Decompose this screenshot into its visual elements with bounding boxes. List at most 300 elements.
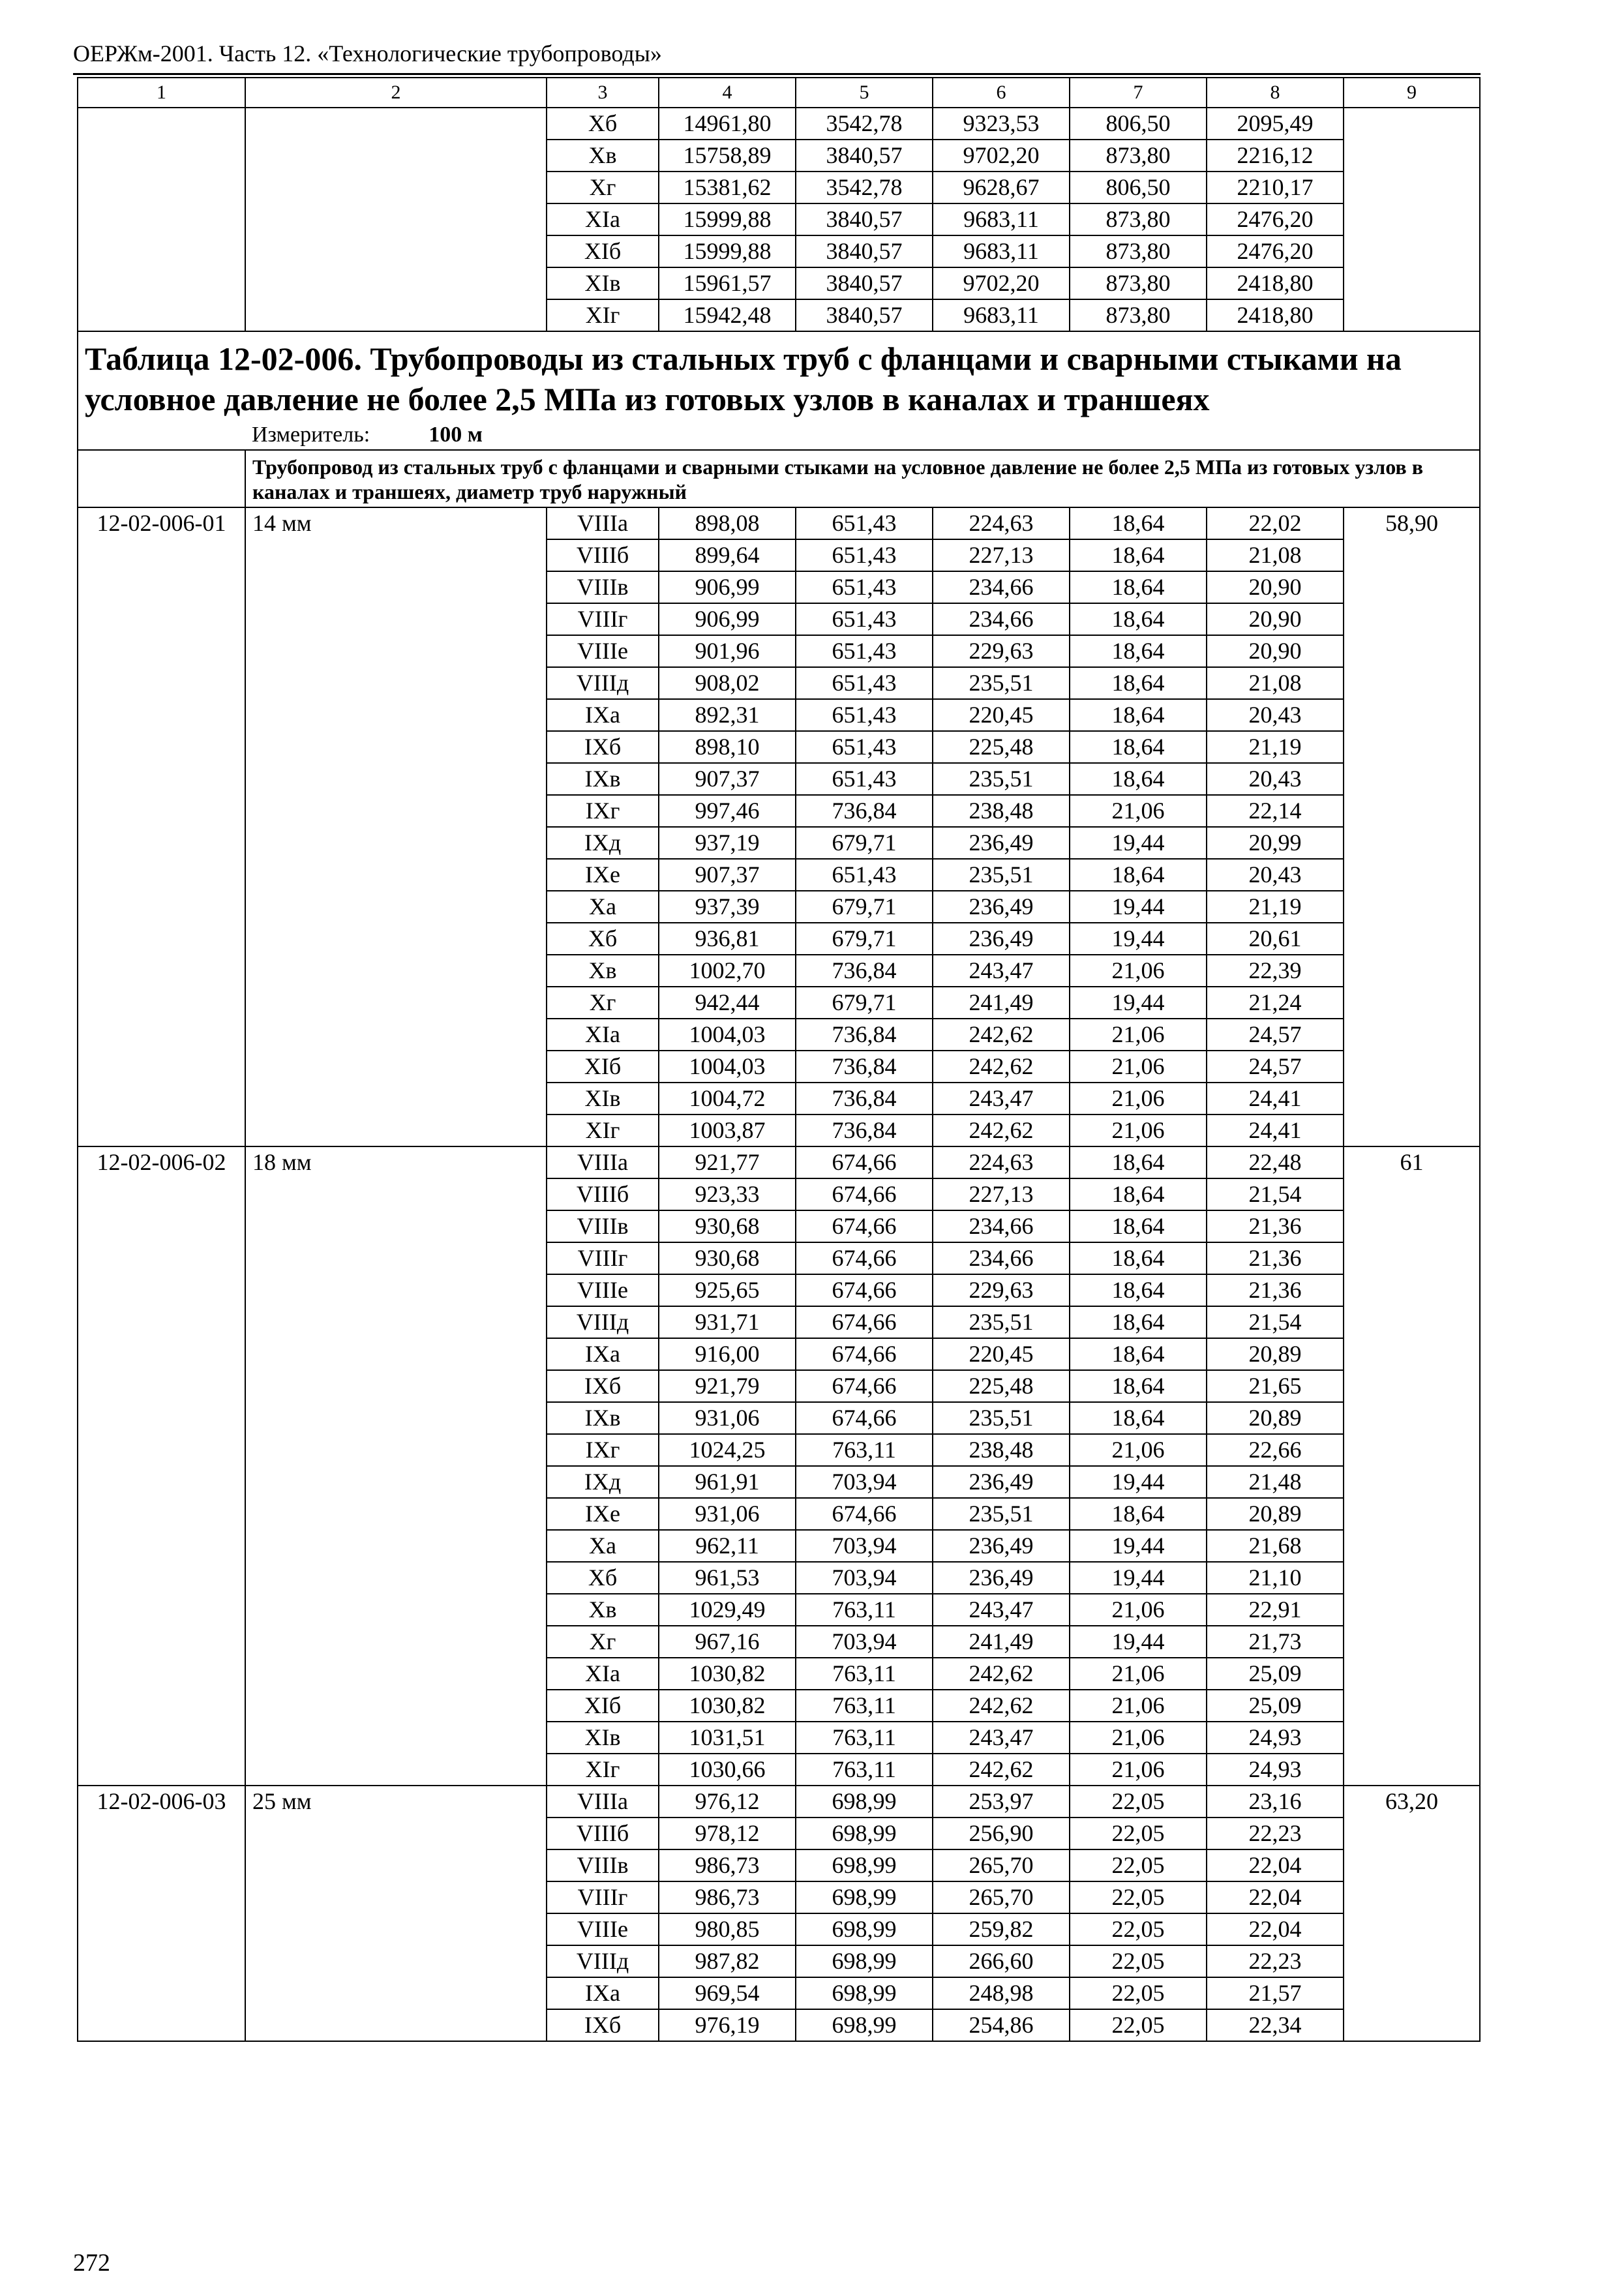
value-cell: 703,94 [796, 1530, 933, 1562]
value-cell: 236,49 [933, 1562, 1070, 1594]
zone-cell: Xа [547, 1530, 659, 1562]
value-cell: 18,64 [1070, 731, 1207, 763]
value-cell: 20,43 [1207, 763, 1344, 795]
value-cell: 20,89 [1207, 1338, 1344, 1370]
value-cell: 978,12 [659, 1818, 796, 1849]
value-cell: 763,11 [796, 1434, 933, 1466]
value-cell: 9683,11 [933, 235, 1070, 267]
value-cell: 220,45 [933, 699, 1070, 731]
value-cell: 3542,78 [796, 172, 933, 203]
value-cell: 235,51 [933, 763, 1070, 795]
value-cell: 236,49 [933, 891, 1070, 923]
value-cell: 22,02 [1207, 507, 1344, 539]
zone-cell: VIIIб [547, 1178, 659, 1210]
zone-cell: XIв [547, 1083, 659, 1115]
zone-cell: Xа [547, 891, 659, 923]
zone-cell: XIв [547, 267, 659, 299]
value-cell: 23,16 [1207, 1786, 1344, 1818]
value-cell: 3840,57 [796, 203, 933, 235]
value-cell: 2476,20 [1207, 203, 1344, 235]
value-cell: 234,66 [933, 603, 1070, 635]
zone-cell: VIIIд [547, 1945, 659, 1977]
value-cell: 679,71 [796, 923, 933, 955]
zone-cell: IXа [547, 1338, 659, 1370]
value-cell: 674,66 [796, 1146, 933, 1178]
zone-cell: IXб [547, 731, 659, 763]
value-cell: 21,06 [1070, 955, 1207, 987]
zone-cell: IXг [547, 1434, 659, 1466]
value-cell: 21,08 [1207, 539, 1344, 571]
value-cell: 19,44 [1070, 1626, 1207, 1658]
value-cell: 242,62 [933, 1051, 1070, 1083]
value-cell: 925,65 [659, 1274, 796, 1306]
value-cell: 18,64 [1070, 1274, 1207, 1306]
value-cell: 15758,89 [659, 140, 796, 172]
value-cell: 18,64 [1070, 603, 1207, 635]
value-cell: 763,11 [796, 1722, 933, 1754]
column-number: 1 [78, 78, 245, 108]
zone-cell: VIIIб [547, 1818, 659, 1849]
value-cell: 698,99 [796, 1881, 933, 1913]
value-cell: 1003,87 [659, 1115, 796, 1146]
zone-cell: VIIIб [547, 539, 659, 571]
column-number: 4 [659, 78, 796, 108]
value-cell: 15961,57 [659, 267, 796, 299]
column-number-row [78, 78, 1480, 108]
value-cell: 266,60 [933, 1945, 1070, 1977]
value-cell: 20,90 [1207, 635, 1344, 667]
value-cell: 9628,67 [933, 172, 1070, 203]
table-row [78, 1146, 1480, 1178]
value-cell: 21,06 [1070, 1658, 1207, 1690]
value-cell: 224,63 [933, 507, 1070, 539]
value-cell: 15999,88 [659, 235, 796, 267]
value-cell: 1004,03 [659, 1019, 796, 1051]
column-number: 5 [796, 78, 933, 108]
value-cell: 923,33 [659, 1178, 796, 1210]
zone-cell: XIг [547, 1754, 659, 1786]
value-cell: 22,66 [1207, 1434, 1344, 1466]
col9-cell [1344, 108, 1480, 331]
value-cell: 651,43 [796, 539, 933, 571]
value-cell: 227,13 [933, 1178, 1070, 1210]
value-cell: 235,51 [933, 859, 1070, 891]
value-cell: 248,98 [933, 1977, 1070, 2009]
value-cell: 986,73 [659, 1881, 796, 1913]
value-cell: 679,71 [796, 827, 933, 859]
table-title: Таблица 12-02-006. Трубопроводы из стальных труб с фланцами и сварными стыками на условное давление не более 2,5 МПа из готовых узлов в каналах и траншеях [85, 340, 1402, 417]
value-cell: 651,43 [796, 859, 933, 891]
value-cell: 20,43 [1207, 859, 1344, 891]
value-cell: 937,39 [659, 891, 796, 923]
zone-cell: VIIIг [547, 1242, 659, 1274]
value-cell: 19,44 [1070, 923, 1207, 955]
value-cell: 20,90 [1207, 571, 1344, 603]
zone-cell: XIа [547, 203, 659, 235]
value-cell: 24,41 [1207, 1115, 1344, 1146]
value-cell: 242,62 [933, 1019, 1070, 1051]
value-cell: 9702,20 [933, 140, 1070, 172]
zone-cell: Xг [547, 1626, 659, 1658]
value-cell: 22,04 [1207, 1881, 1344, 1913]
value-cell: 937,19 [659, 827, 796, 859]
value-cell: 2210,17 [1207, 172, 1344, 203]
zone-cell: IXг [547, 795, 659, 827]
value-cell: 651,43 [796, 667, 933, 699]
value-cell: 18,64 [1070, 571, 1207, 603]
value-cell: 21,10 [1207, 1562, 1344, 1594]
value-cell: 21,68 [1207, 1530, 1344, 1562]
value-cell: 22,23 [1207, 1818, 1344, 1849]
value-cell: 980,85 [659, 1913, 796, 1945]
value-cell: 736,84 [796, 1115, 933, 1146]
value-cell: 679,71 [796, 891, 933, 923]
value-cell: 997,46 [659, 795, 796, 827]
zone-cell: IXе [547, 1498, 659, 1530]
value-cell: 235,51 [933, 1402, 1070, 1434]
value-cell: 227,13 [933, 539, 1070, 571]
value-cell: 24,93 [1207, 1722, 1344, 1754]
value-cell: 21,06 [1070, 1754, 1207, 1786]
value-cell: 906,99 [659, 571, 796, 603]
zone-cell: VIIIг [547, 1881, 659, 1913]
zone-cell: XIб [547, 1690, 659, 1722]
code-cell [78, 108, 245, 331]
value-cell: 907,37 [659, 763, 796, 795]
value-cell: 22,05 [1070, 2009, 1207, 2041]
value-cell: 916,00 [659, 1338, 796, 1370]
value-cell: 21,57 [1207, 1977, 1344, 2009]
value-cell: 873,80 [1070, 235, 1207, 267]
zone-cell: VIIIв [547, 571, 659, 603]
value-cell: 24,41 [1207, 1083, 1344, 1115]
zone-cell: VIIIд [547, 1306, 659, 1338]
value-cell: 21,19 [1207, 731, 1344, 763]
zone-cell: IXд [547, 827, 659, 859]
zone-cell: Xг [547, 987, 659, 1019]
value-cell: 220,45 [933, 1338, 1070, 1370]
value-cell: 698,99 [796, 1945, 933, 1977]
value-cell: 806,50 [1070, 108, 1207, 140]
value-cell: 674,66 [796, 1242, 933, 1274]
value-cell: 674,66 [796, 1498, 933, 1530]
value-cell: 21,65 [1207, 1370, 1344, 1402]
value-cell: 243,47 [933, 955, 1070, 987]
value-cell: 22,05 [1070, 1977, 1207, 2009]
value-cell: 873,80 [1070, 267, 1207, 299]
value-cell: 243,47 [933, 1083, 1070, 1115]
zone-cell: XIг [547, 299, 659, 331]
value-cell: 873,80 [1070, 140, 1207, 172]
value-cell: 921,77 [659, 1146, 796, 1178]
value-cell: 253,97 [933, 1786, 1070, 1818]
zone-cell: Xб [547, 1562, 659, 1594]
value-cell: 921,79 [659, 1370, 796, 1402]
value-cell: 2418,80 [1207, 267, 1344, 299]
value-cell: 20,89 [1207, 1498, 1344, 1530]
value-cell: 987,82 [659, 1945, 796, 1977]
value-cell: 19,44 [1070, 1530, 1207, 1562]
value-cell: 21,36 [1207, 1210, 1344, 1242]
value-cell: 674,66 [796, 1370, 933, 1402]
col9-cell: 61 [1344, 1146, 1480, 1786]
value-cell: 1029,49 [659, 1594, 796, 1626]
zone-cell: IXб [547, 1370, 659, 1402]
value-cell: 24,57 [1207, 1019, 1344, 1051]
value-cell: 936,81 [659, 923, 796, 955]
value-cell: 22,05 [1070, 1786, 1207, 1818]
value-cell: 224,63 [933, 1146, 1070, 1178]
zone-cell: VIIIе [547, 1274, 659, 1306]
col9-cell: 63,20 [1344, 1786, 1480, 2041]
value-cell: 18,64 [1070, 1306, 1207, 1338]
value-cell: 736,84 [796, 1019, 933, 1051]
value-cell: 698,99 [796, 1977, 933, 2009]
value-cell: 679,71 [796, 987, 933, 1019]
value-cell: 1030,82 [659, 1690, 796, 1722]
value-cell: 22,05 [1070, 1913, 1207, 1945]
value-cell: 674,66 [796, 1274, 933, 1306]
value-cell: 15381,62 [659, 172, 796, 203]
value-cell: 21,08 [1207, 667, 1344, 699]
zone-cell: VIIIг [547, 603, 659, 635]
value-cell: 14961,80 [659, 108, 796, 140]
header-rule [73, 73, 1481, 75]
value-cell: 18,64 [1070, 859, 1207, 891]
value-cell: 698,99 [796, 1849, 933, 1881]
value-cell: 873,80 [1070, 203, 1207, 235]
zone-cell: IXв [547, 1402, 659, 1434]
zone-cell: IXа [547, 1977, 659, 2009]
value-cell: 736,84 [796, 955, 933, 987]
value-cell: 22,05 [1070, 1881, 1207, 1913]
value-cell: 243,47 [933, 1722, 1070, 1754]
zone-cell: XIб [547, 1051, 659, 1083]
diameter-cell: 25 мм [245, 1786, 547, 2041]
value-cell: 674,66 [796, 1306, 933, 1338]
zone-cell: IXа [547, 699, 659, 731]
value-cell: 22,39 [1207, 955, 1344, 987]
value-cell: 21,19 [1207, 891, 1344, 923]
value-cell: 1004,72 [659, 1083, 796, 1115]
zone-cell: VIIIа [547, 1146, 659, 1178]
value-cell: 703,94 [796, 1466, 933, 1498]
value-cell: 259,82 [933, 1913, 1070, 1945]
value-cell: 674,66 [796, 1210, 933, 1242]
value-cell: 763,11 [796, 1594, 933, 1626]
value-cell: 21,48 [1207, 1466, 1344, 1498]
value-cell: 961,53 [659, 1562, 796, 1594]
value-cell: 22,04 [1207, 1849, 1344, 1881]
value-cell: 235,51 [933, 667, 1070, 699]
table-title-row [78, 331, 1480, 450]
value-cell: 19,44 [1070, 1562, 1207, 1594]
measure-line [85, 422, 1473, 448]
value-cell: 21,06 [1070, 1594, 1207, 1626]
value-cell: 18,64 [1070, 507, 1207, 539]
value-cell: 942,44 [659, 987, 796, 1019]
value-cell: 229,63 [933, 1274, 1070, 1306]
value-cell: 225,48 [933, 1370, 1070, 1402]
value-cell: 651,43 [796, 571, 933, 603]
zone-cell: VIIIа [547, 507, 659, 539]
value-cell: 931,06 [659, 1498, 796, 1530]
value-cell: 22,34 [1207, 2009, 1344, 2041]
rates-table [77, 77, 1481, 2042]
value-cell: 976,19 [659, 2009, 796, 2041]
value-cell: 18,64 [1070, 699, 1207, 731]
description-cell [245, 108, 547, 331]
zone-cell: XIб [547, 235, 659, 267]
zone-cell: XIг [547, 1115, 659, 1146]
value-cell: 20,89 [1207, 1402, 1344, 1434]
measure-value: 100 м [429, 423, 483, 447]
value-cell: 21,06 [1070, 1115, 1207, 1146]
value-cell: 18,64 [1070, 539, 1207, 571]
value-cell: 238,48 [933, 795, 1070, 827]
value-cell: 976,12 [659, 1786, 796, 1818]
value-cell: 22,48 [1207, 1146, 1344, 1178]
zone-cell: Xг [547, 172, 659, 203]
section-description-row [78, 450, 1480, 507]
value-cell: 21,06 [1070, 795, 1207, 827]
value-cell: 18,64 [1070, 1370, 1207, 1402]
value-cell: 21,06 [1070, 1083, 1207, 1115]
value-cell: 243,47 [933, 1594, 1070, 1626]
value-cell: 2095,49 [1207, 108, 1344, 140]
value-cell: 930,68 [659, 1242, 796, 1274]
value-cell: 651,43 [796, 699, 933, 731]
value-cell: 901,96 [659, 635, 796, 667]
value-cell: 899,64 [659, 539, 796, 571]
value-cell: 242,62 [933, 1115, 1070, 1146]
value-cell: 22,05 [1070, 1818, 1207, 1849]
value-cell: 21,06 [1070, 1722, 1207, 1754]
value-cell: 21,06 [1070, 1019, 1207, 1051]
value-cell: 229,63 [933, 635, 1070, 667]
value-cell: 21,73 [1207, 1626, 1344, 1658]
table-row [78, 1786, 1480, 1818]
value-cell: 9683,11 [933, 203, 1070, 235]
diameter-cell: 14 мм [245, 507, 547, 1146]
value-cell: 19,44 [1070, 891, 1207, 923]
value-cell: 9323,53 [933, 108, 1070, 140]
value-cell: 24,57 [1207, 1051, 1344, 1083]
zone-cell: Xв [547, 1594, 659, 1626]
zone-cell: Xв [547, 955, 659, 987]
zone-cell: IXд [547, 1466, 659, 1498]
zone-cell: VIIIв [547, 1210, 659, 1242]
value-cell: 241,49 [933, 987, 1070, 1019]
code-cell: 12-02-006-01 [78, 507, 245, 1146]
value-cell: 18,64 [1070, 1210, 1207, 1242]
value-cell: 763,11 [796, 1754, 933, 1786]
value-cell: 20,61 [1207, 923, 1344, 955]
value-cell: 21,06 [1070, 1434, 1207, 1466]
value-cell: 961,91 [659, 1466, 796, 1498]
code-cell: 12-02-006-03 [78, 1786, 245, 2041]
value-cell: 25,09 [1207, 1690, 1344, 1722]
document-header: ОЕРЖм-2001. Часть 12. «Технологические трубопроводы» [73, 40, 662, 67]
value-cell: 21,36 [1207, 1242, 1344, 1274]
value-cell: 651,43 [796, 731, 933, 763]
zone-cell: VIIIв [547, 1849, 659, 1881]
value-cell: 651,43 [796, 635, 933, 667]
value-cell: 3840,57 [796, 267, 933, 299]
value-cell: 225,48 [933, 731, 1070, 763]
value-cell: 241,49 [933, 1626, 1070, 1658]
value-cell: 19,44 [1070, 1466, 1207, 1498]
zone-cell: IXб [547, 2009, 659, 2041]
value-cell: 2476,20 [1207, 235, 1344, 267]
column-number: 8 [1207, 78, 1344, 108]
value-cell: 9683,11 [933, 299, 1070, 331]
zone-cell: Xб [547, 108, 659, 140]
value-cell: 1004,03 [659, 1051, 796, 1083]
value-cell: 898,08 [659, 507, 796, 539]
value-cell: 967,16 [659, 1626, 796, 1658]
value-cell: 2216,12 [1207, 140, 1344, 172]
value-cell: 18,64 [1070, 635, 1207, 667]
value-cell: 265,70 [933, 1849, 1070, 1881]
value-cell: 265,70 [933, 1881, 1070, 1913]
value-cell: 651,43 [796, 603, 933, 635]
value-cell: 651,43 [796, 763, 933, 795]
value-cell: 892,31 [659, 699, 796, 731]
zone-cell: IXв [547, 763, 659, 795]
zone-cell: Xб [547, 923, 659, 955]
col9-cell: 58,90 [1344, 507, 1480, 1146]
value-cell: 763,11 [796, 1658, 933, 1690]
column-number: 9 [1344, 78, 1480, 108]
measure-label: Измеритель: [252, 423, 370, 447]
value-cell: 22,05 [1070, 1945, 1207, 1977]
value-cell: 674,66 [796, 1338, 933, 1370]
value-cell: 18,64 [1070, 1146, 1207, 1178]
value-cell: 18,64 [1070, 1338, 1207, 1370]
zone-cell: VIIIд [547, 667, 659, 699]
value-cell: 18,64 [1070, 763, 1207, 795]
zone-cell: IXе [547, 859, 659, 891]
value-cell: 18,64 [1070, 1178, 1207, 1210]
value-cell: 234,66 [933, 1242, 1070, 1274]
value-cell: 22,23 [1207, 1945, 1344, 1977]
table-row [78, 108, 1480, 140]
table-title-cell [78, 331, 1480, 450]
value-cell: 698,99 [796, 1786, 933, 1818]
zone-cell: VIIIа [547, 1786, 659, 1818]
value-cell: 18,64 [1070, 667, 1207, 699]
value-cell: 907,37 [659, 859, 796, 891]
value-cell: 22,04 [1207, 1913, 1344, 1945]
value-cell: 931,06 [659, 1402, 796, 1434]
value-cell: 736,84 [796, 795, 933, 827]
value-cell: 908,02 [659, 667, 796, 699]
value-cell: 3840,57 [796, 299, 933, 331]
value-cell: 698,99 [796, 1913, 933, 1945]
value-cell: 20,43 [1207, 699, 1344, 731]
value-cell: 20,90 [1207, 603, 1344, 635]
diameter-cell: 18 мм [245, 1146, 547, 1786]
value-cell: 806,50 [1070, 172, 1207, 203]
value-cell: 22,14 [1207, 795, 1344, 827]
value-cell: 703,94 [796, 1626, 933, 1658]
value-cell: 236,49 [933, 923, 1070, 955]
value-cell: 698,99 [796, 1818, 933, 1849]
value-cell: 3542,78 [796, 108, 933, 140]
value-cell: 21,06 [1070, 1690, 1207, 1722]
value-cell: 651,43 [796, 507, 933, 539]
